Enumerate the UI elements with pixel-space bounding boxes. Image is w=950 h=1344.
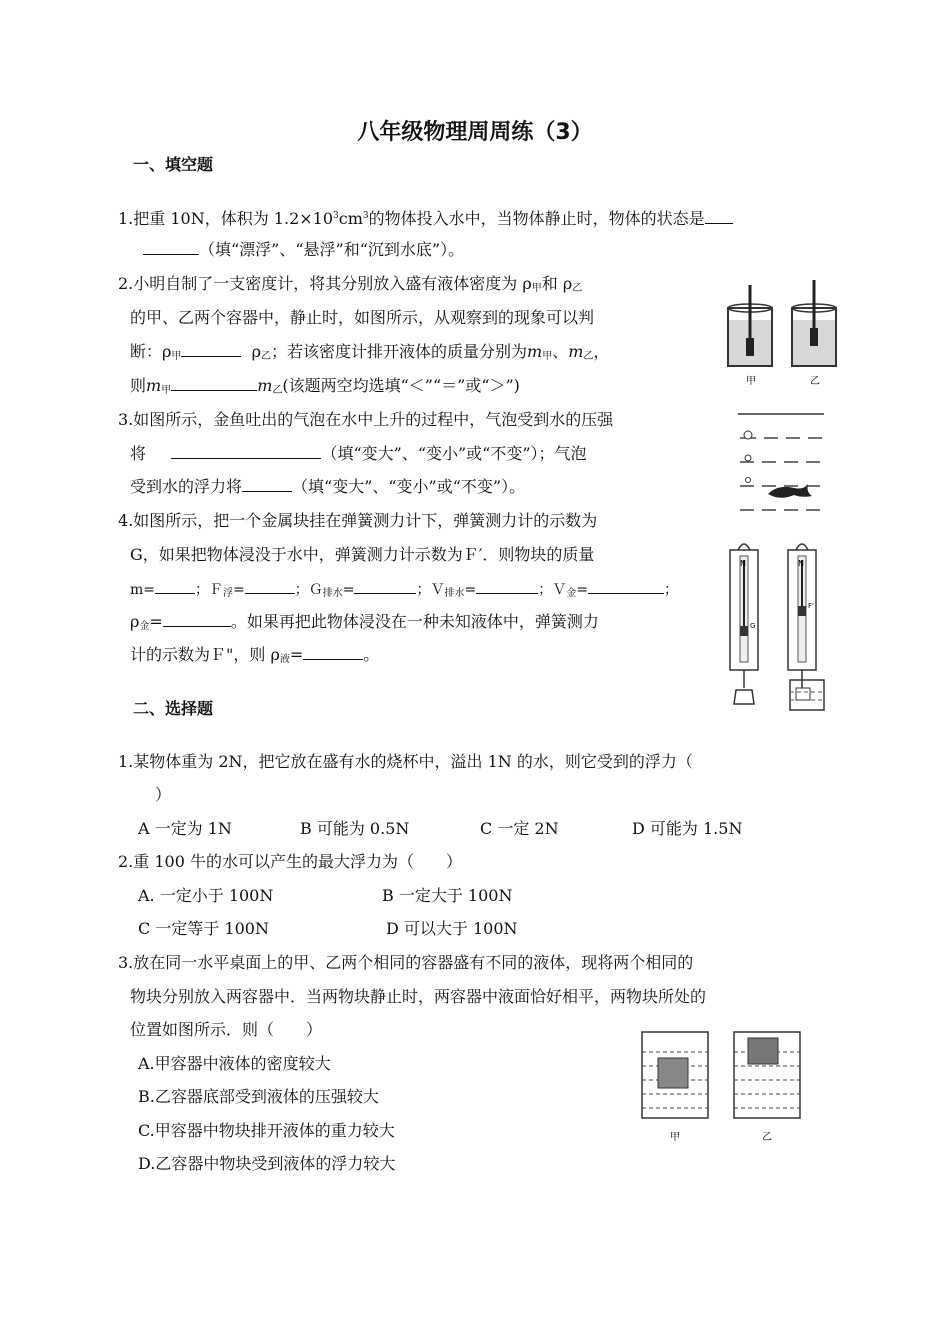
answer-blank[interactable] xyxy=(171,376,257,391)
fill-q4-line5: 计的示数为Ｆ"，则 $\rho_液=$ 。 xyxy=(130,645,380,665)
spring-scale-right xyxy=(788,544,824,710)
answer-blank[interactable] xyxy=(303,645,363,660)
container-yi xyxy=(734,1032,800,1118)
choice-q2-option-a[interactable]: A. 一定小于 100N xyxy=(138,886,274,905)
fill-q2-line2: 的甲、乙两个容器中，静止时，如图所示，从观察到的现象可以判 xyxy=(130,308,595,327)
answer-blank[interactable] xyxy=(242,477,292,492)
answer-blank[interactable] xyxy=(181,342,241,357)
answer-blank[interactable] xyxy=(476,579,538,594)
fill-q1-line2: （填“漂浮”、“悬浮”和“沉到水底”）。 xyxy=(143,240,464,260)
bubble-icon xyxy=(746,478,751,483)
choice-q3-option-b[interactable]: B.乙容器底部受到液体的压强较大 xyxy=(138,1087,379,1106)
fill-q3-line2: 将 （填“变大”、“变小”或“不变”）；气泡 xyxy=(130,444,587,463)
svg-text:F': F' xyxy=(808,602,814,610)
spring-scale-left xyxy=(730,544,758,704)
fill-q4-line2: G，如果把物体浸没于水中，弹簧测力计示数为Ｆ′．则物块的质量 xyxy=(130,545,595,564)
choice-q3-option-a[interactable]: A.甲容器中液体的密度较大 xyxy=(138,1054,331,1073)
density-meter-figure xyxy=(718,280,838,390)
fill-q2-line4: 则$m_甲$ $m_乙$(该题两空均选填“＜”“＝”或“＞”) xyxy=(130,376,520,396)
spring-scale-figure xyxy=(718,538,833,714)
choice-q2-line1: 2.重 100 牛的水可以产生的最大浮力为（ ） xyxy=(118,852,462,871)
answer-blank[interactable] xyxy=(155,579,195,594)
section-choice: 二、选择题 xyxy=(133,699,214,718)
choice-q1-option-b[interactable]: B 可能为 0.5N xyxy=(300,819,410,838)
answer-blank[interactable] xyxy=(588,579,664,594)
label-jia: 甲 xyxy=(746,376,756,387)
answer-blank[interactable] xyxy=(245,579,295,594)
answer-blank[interactable] xyxy=(705,209,733,224)
fill-q3-line3: 受到水的浮力将 （填“变大”、“变小”或“不变”）。 xyxy=(130,477,526,496)
beaker-yi xyxy=(792,280,836,366)
page-title: 八年级物理周周练（3） xyxy=(357,120,593,145)
choice-q3-line3: 位置如图所示．则（ ） xyxy=(130,1020,323,1039)
choice-q3-line1: 3.放在同一水平桌面上的甲、乙两个相同的容器盛有不同的液体，现将两个相同的 xyxy=(118,953,694,972)
choice-q1-option-d[interactable]: D 可能为 1.5N xyxy=(632,819,743,838)
choice-q1-option-a[interactable]: A 一定为 1N xyxy=(138,819,232,838)
answer-blank[interactable] xyxy=(354,579,416,594)
choice-q1-line1: 1.某物体重为 2N，把它放在盛有水的烧杯中，溢出 1N 的水，则它受到的浮力（ xyxy=(118,752,693,771)
svg-text:N: N xyxy=(798,559,804,568)
label-yi: 乙 xyxy=(762,1132,772,1143)
fill-q3-line1: 3.如图所示，金鱼吐出的气泡在水中上升的过程中，气泡受到水的压强 xyxy=(118,410,614,429)
choice-q1-line2: ） xyxy=(155,785,172,804)
answer-blank[interactable] xyxy=(163,612,231,627)
answer-blank[interactable] xyxy=(143,240,199,255)
section-fill-blank: 一、填空题 xyxy=(133,155,214,174)
fill-q4-line3: m= ；Ｆ$_浮$= ；Ｇ$_{排水}$= ；Ｖ$_{排水}$= ；Ｖ$_金$= ； xyxy=(130,579,678,604)
fill-q4-line1: 4.如图所示，把一个金属块挂在弹簧测力计下，弹簧测力计的示数为 xyxy=(118,511,598,530)
bubble-icon xyxy=(744,431,752,439)
fish-bubble-figure xyxy=(738,408,828,523)
label-jia: 甲 xyxy=(670,1132,680,1143)
choice-q2-option-c[interactable]: C 一定等于 100N xyxy=(138,919,269,938)
choice-q3-option-c[interactable]: C.甲容器中物块排开液体的重力较大 xyxy=(138,1121,395,1140)
container-blocks-figure xyxy=(636,1024,816,1149)
svg-text:N: N xyxy=(740,559,746,568)
choice-q1-option-c[interactable]: C 一定 2N xyxy=(480,819,559,838)
fill-q1-line1: 1.把重 10N，体积为 $1.2\times 10^3cm^3$的物体投入水中，当物体静止时，物体的状态是 xyxy=(118,206,733,229)
choice-q3-option-d[interactable]: D.乙容器中物块受到液体的浮力较大 xyxy=(138,1154,396,1173)
container-jia xyxy=(642,1032,708,1118)
fill-q4-line4: $\rho_金=$ 。如果再把此物体浸没在一种未知液体中，弹簧测力 xyxy=(130,612,599,632)
fill-q2-line1: 2.小明自制了一支密度计，将其分别放入盛有液体密度为 $\rho_甲$和 $\rho_乙$ xyxy=(118,274,583,294)
choice-q2-option-b[interactable]: B 一定大于 100N xyxy=(382,886,513,905)
choice-q2-option-d[interactable]: D 可以大于 100N xyxy=(386,919,518,938)
choice-q3-line2: 物块分别放入两容器中．当两物块静止时，两容器中液面恰好相平，两物块所处的 xyxy=(130,987,707,1006)
svg-text:G: G xyxy=(750,622,756,630)
bubble-icon xyxy=(745,455,751,461)
fill-q2-line3: 断：$\rho_甲$ $\rho_乙$；若该密度计排开液体的质量分别为$m_甲$、$m_乙$， xyxy=(130,342,610,362)
answer-blank[interactable] xyxy=(171,444,321,459)
beaker-jia xyxy=(728,285,772,366)
label-yi: 乙 xyxy=(810,376,820,387)
